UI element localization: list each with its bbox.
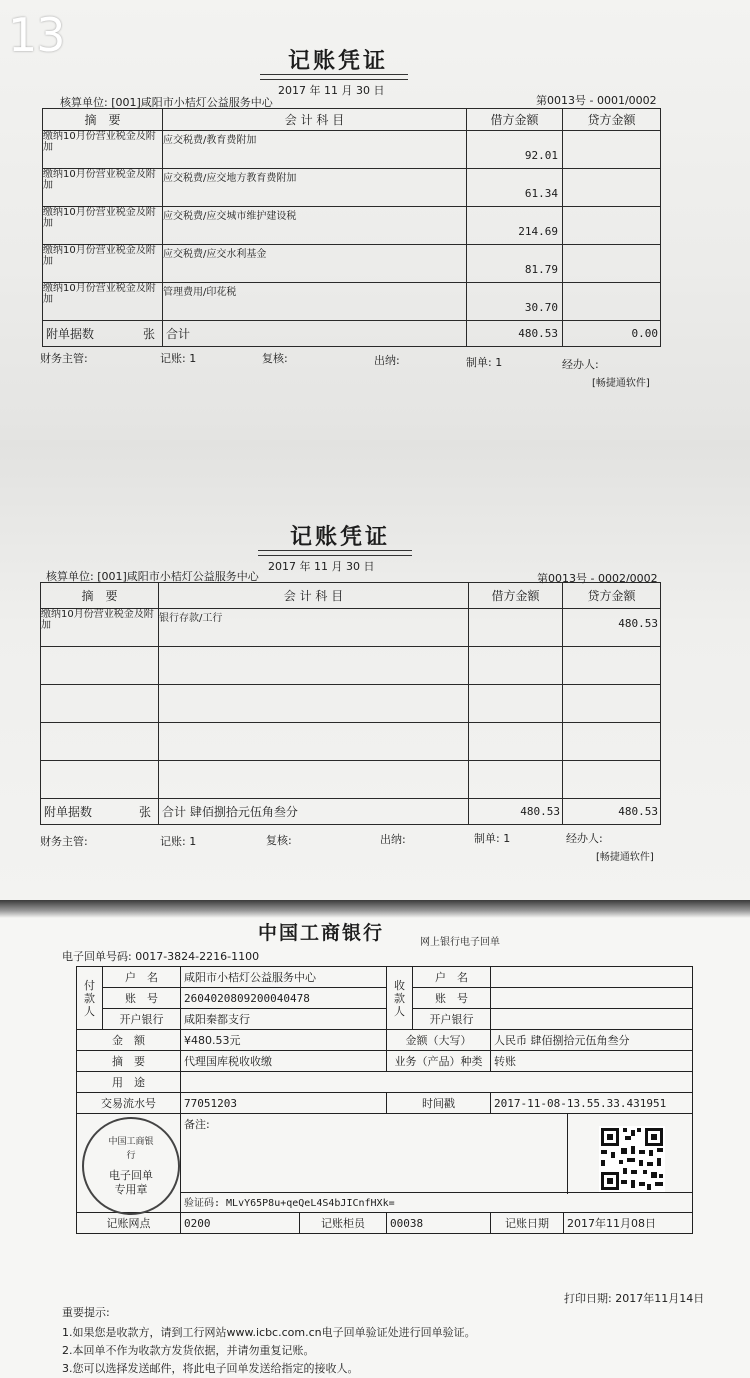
voucher-date: 2017 年 11 月 30 日 (278, 84, 385, 97)
table-row (41, 609, 661, 647)
book-date-value: 2017年11月08日 (567, 1217, 656, 1230)
attach-unit: 张 (138, 805, 151, 819)
table-row (41, 723, 661, 761)
row-summary: 缴纳10月份营业税金及附加 (43, 131, 163, 169)
table-row (43, 131, 661, 169)
serial-value: 77051203 (181, 1093, 387, 1114)
footer-supervisor: 财务主管: (40, 835, 88, 848)
qr-code-icon (599, 1126, 665, 1192)
verify-code: 验证码: MLvY65P8u+qeQeL4S4bJICnfHXk= (181, 1192, 692, 1212)
notes-title: 重要提示: (62, 1306, 110, 1319)
row-summary: 缴纳10月份营业税金及附加 (43, 169, 163, 207)
voucher-date: 2017 年 11 月 30 日 (268, 560, 375, 573)
row-debit: 214.69 (518, 225, 558, 238)
row-account: 应交税费/教育费附加 (163, 131, 467, 169)
header-credit: 贷方金额 (563, 109, 661, 131)
note-item: 3.您可以选择发送邮件，将此电子回单发送给指定的接收人。 (62, 1362, 359, 1375)
biz-type-value: 转账 (491, 1051, 693, 1072)
row-credit: 480.53 (618, 617, 658, 630)
footer-reviewer: 复核: (266, 834, 292, 847)
table-row (43, 245, 661, 283)
row-summary: 缴纳10月份营业税金及附加 (43, 283, 163, 321)
print-date: 打印日期: 2017年11月14日 (564, 1292, 705, 1305)
software-tag: [畅捷通软件] (596, 852, 654, 863)
row-account: 应交税费/应交地方教育费附加 (163, 169, 467, 207)
receipt-subtitle: 网上银行电子回单 (420, 937, 500, 948)
row-account: 银行存款/工行 (159, 609, 469, 647)
payee-bank (491, 1009, 693, 1030)
voucher-photo-1 (0, 0, 750, 440)
amount-label: 金 额 (77, 1030, 181, 1051)
total-label: 合计 (163, 321, 467, 347)
row-account (159, 761, 469, 799)
payee-name-label: 户 名 (413, 967, 491, 988)
amount-cn-label: 金额（大写） (387, 1030, 491, 1051)
timestamp-label: 时间戳 (387, 1093, 491, 1114)
total-credit: 480.53 (563, 799, 661, 825)
total-row (43, 321, 661, 347)
header-summary: 摘 要 (41, 583, 159, 609)
row-debit: 81.79 (524, 263, 558, 276)
book-date-label: 记账日期 (491, 1213, 564, 1233)
note-item: 1.如果您是收款方，请到工行网站www.icbc.com.cn电子回单验证处进行回单验证。 (62, 1326, 476, 1339)
receipt-table (76, 966, 693, 1234)
bank-seal (82, 1117, 180, 1215)
table-row (43, 283, 661, 321)
biz-type-label: 业务（产品）种类 (387, 1051, 491, 1072)
memo-label: 摘 要 (77, 1051, 181, 1072)
branch-value: 0200 (181, 1213, 300, 1233)
row-account: 应交税费/应交城市维护建设税 (163, 207, 467, 245)
title-underline (260, 74, 408, 80)
payer-bank: 咸阳秦都支行 (181, 1009, 387, 1030)
purpose-label: 用 途 (77, 1072, 181, 1093)
accounting-unit: 核算单位: [001]咸阳市小桔灯公益服务中心 (46, 570, 259, 583)
bank-name: 中国工商银行 (258, 922, 385, 944)
voucher-photo-2 (0, 440, 750, 900)
payer-label: 付款人 (77, 967, 103, 1030)
footer-cashier: 出纳: (374, 354, 400, 367)
seal-cell (77, 1114, 181, 1213)
seal-bottom-text: 专用章 (114, 1183, 148, 1196)
purpose-value (181, 1072, 693, 1093)
row-debit: 30.70 (524, 301, 558, 314)
payee-account-label: 账 号 (413, 988, 491, 1009)
footer-maker: 制单: 1 (466, 356, 503, 369)
voucher-title: 记账凭证 (288, 49, 389, 74)
header-account: 会 计 科 目 (159, 583, 469, 609)
remark-divider (567, 1114, 568, 1194)
bank-receipt-photo (0, 900, 750, 1378)
payer-account-label: 账 号 (103, 988, 181, 1009)
footer-reviewer: 复核: (262, 352, 288, 365)
amount-cn-value: 人民币 肆佰捌拾元伍角叁分 (491, 1030, 693, 1051)
seal-top-text: 中国工商银行 (108, 1137, 154, 1161)
note-item: 2.本回单不作为收款方发货依据，并请勿重复记账。 (62, 1344, 315, 1357)
voucher-table (42, 108, 661, 347)
row-debit: 92.01 (524, 149, 558, 162)
remark-cell (181, 1114, 693, 1213)
total-credit: 0.00 (563, 321, 661, 347)
footer-bookkeeper: 记账: 1 (160, 352, 197, 365)
header-debit: 借方金额 (467, 109, 563, 131)
row-debit: 61.34 (524, 187, 558, 200)
row-summary (41, 685, 159, 723)
payee-label: 收款人 (387, 967, 413, 1030)
row-summary (41, 761, 159, 799)
footer-bookkeeper: 记账: 1 (160, 835, 197, 848)
header-summary: 摘 要 (43, 109, 163, 131)
payee-name (491, 967, 693, 988)
footer-supervisor: 财务主管: (40, 352, 88, 365)
row-account: 管理费用/印花税 (163, 283, 467, 321)
table-row (43, 207, 661, 245)
row-summary (41, 647, 159, 685)
footer-cashier: 出纳: (380, 833, 406, 846)
voucher-number: 第0013号 - 0002/0002 (537, 572, 658, 585)
title-underline (258, 550, 412, 556)
row-account (159, 647, 469, 685)
total-debit: 480.53 (469, 799, 563, 825)
table-row (43, 169, 661, 207)
header-account: 会 计 科 目 (163, 109, 467, 131)
header-credit: 贷方金额 (563, 583, 661, 609)
software-tag: [畅捷通软件] (592, 378, 650, 389)
attach-label: 附单据数 (44, 805, 93, 819)
attach-unit: 张 (142, 327, 155, 341)
payer-account: 2604020809200040478 (181, 988, 387, 1009)
footer-handler: 经办人: (562, 358, 599, 371)
row-account (159, 723, 469, 761)
voucher-number: 第0013号 - 0001/0002 (536, 94, 657, 107)
payer-name-label: 户 名 (103, 967, 181, 988)
row-summary: 缴纳10月份营业税金及附加 (43, 245, 163, 283)
row-summary (41, 723, 159, 761)
total-row (41, 799, 661, 825)
row-summary: 缴纳10月份营业税金及附加 (43, 207, 163, 245)
payee-account (491, 988, 693, 1009)
timestamp-value: 2017-11-08-13.55.33.431951 (491, 1093, 693, 1114)
teller-label: 记账柜员 (321, 1217, 365, 1230)
row-account (159, 685, 469, 723)
total-label: 合计 肆佰捌拾元伍角叁分 (159, 799, 469, 825)
remark-label: 备注: (184, 1118, 210, 1131)
payee-bank-label: 开户银行 (413, 1009, 491, 1030)
payer-name: 咸阳市小桔灯公益服务中心 (181, 967, 387, 988)
footer-handler: 经办人: (566, 832, 603, 845)
table-row (41, 647, 661, 685)
footer-maker: 制单: 1 (474, 832, 511, 845)
row-summary: 缴纳10月份营业税金及附加 (41, 609, 159, 647)
header-debit: 借方金额 (469, 583, 563, 609)
serial-label: 交易流水号 (77, 1093, 181, 1114)
seal-mid-text: 电子回单 (109, 1169, 153, 1182)
voucher-title: 记账凭证 (290, 525, 391, 550)
voucher-table (40, 582, 661, 825)
page-number: 13 (8, 8, 65, 62)
teller-value: 00038 (387, 1213, 491, 1234)
payer-bank-label: 开户银行 (103, 1009, 181, 1030)
table-row (41, 685, 661, 723)
branch-label: 记账网点 (77, 1213, 181, 1234)
accounting-unit: 核算单位: [001]咸阳市小桔灯公益服务中心 (60, 96, 273, 109)
row-account: 应交税费/应交水利基金 (163, 245, 467, 283)
total-debit: 480.53 (467, 321, 563, 347)
photo-shadow (0, 900, 750, 918)
memo-value: 代理国库税收收缴 (181, 1051, 387, 1072)
amount-value: ¥480.53元 (181, 1030, 387, 1051)
receipt-number: 电子回单号码: 0017-3824-2216-1100 (62, 950, 260, 963)
table-row (41, 761, 661, 799)
attach-label: 附单据数 (46, 327, 95, 341)
